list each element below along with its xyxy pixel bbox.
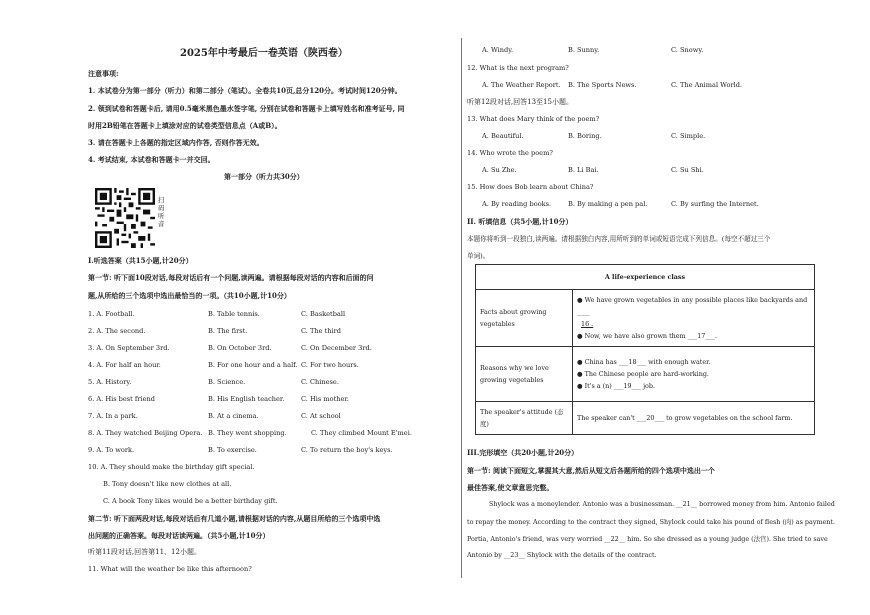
table-row: [476, 347, 815, 402]
q6-option-b[interactable]: B. His English teacher.: [208, 395, 285, 403]
blank-18-line[interactable]: ● China has ___18___ with enough water.: [577, 358, 711, 366]
section1-intro-1: 第一节: 听下面10段对话,每段对话后有一个问题,读两遍。请根据每段对话的内容和后面的问: [88, 273, 374, 282]
blank-20-line[interactable]: The speaker can't ___20___ to grow vegetables on the school farm.: [577, 414, 793, 422]
info-table: [475, 264, 815, 435]
q11-option-a[interactable]: A. Windy.: [482, 46, 514, 54]
q10-option-b[interactable]: B. Tony doesn't like new clothes at all.: [103, 480, 232, 488]
q7-option-a[interactable]: 7. A. In a park.: [88, 412, 138, 420]
question-12: 12. What is the next program?: [467, 64, 569, 72]
blank-17-line[interactable]: ● Now, we have also grown them ___17___.: [577, 332, 717, 340]
row-label: Reasons why we love growing vegetables: [476, 347, 573, 402]
q8-option-a[interactable]: 8. A. They watched Beijing Opera.: [88, 429, 203, 437]
blank-19-line[interactable]: ● It's a (n) ___19___ job.: [577, 382, 656, 390]
table-row: [476, 402, 815, 435]
qr-code-icon[interactable]: [95, 188, 155, 248]
q12-option-a[interactable]: A. The Weather Report.: [482, 81, 561, 89]
q4-option-a[interactable]: 4. A. For half an hour.: [88, 361, 161, 369]
q5-option-b[interactable]: B. Science.: [208, 378, 246, 386]
column-divider: [461, 38, 462, 578]
section2-intro-1: 本题你将听到一段独白,读两遍。请根据独白内容,用所听到的单词或短语完成下列信息。(每空不超过三个: [467, 235, 771, 243]
q1-option-a[interactable]: 1. A. Football.: [88, 310, 135, 318]
q15-option-a[interactable]: A. By reading books.: [482, 200, 552, 208]
row-content: [573, 290, 815, 347]
notice-2: 2. 领到试卷和答题卡后, 请用0.5毫米黑色墨水签字笔, 分别在试卷和答题卡上填写姓名和准考证号, 同: [88, 104, 405, 113]
q2-option-c[interactable]: C. The third: [301, 327, 342, 335]
section3-intro-1: 第一节: 阅读下面短文,掌握其大意,然后从短文后各题所给的四个选项中选出一个: [467, 466, 715, 475]
q5-option-c[interactable]: C. Chinese.: [301, 378, 339, 386]
question-13: 13. What does Mary think of the poem?: [467, 115, 600, 123]
notice-3: 3. 请在答题卡上各题的指定区域内作答, 否则作答无效。: [88, 138, 264, 147]
passage-line-3: Portia, Antonio's friend, was very worried __22__ him. So she dressed as a young judge (法官). She tried to save: [467, 535, 828, 543]
q2-option-a[interactable]: 2. A. The second.: [88, 327, 146, 335]
q13-option-b[interactable]: B. Boring.: [568, 132, 602, 140]
q3-option-c[interactable]: C. On December 3rd.: [301, 344, 372, 352]
listen-12-instruction: 听第12段对话,回答13至15小题。: [467, 98, 573, 106]
q10-option-c[interactable]: C. A book Tony likes would be a better birthday gift.: [103, 497, 278, 505]
q11-option-b[interactable]: B. Sunny.: [568, 46, 600, 54]
q6-option-c[interactable]: C. His mother.: [301, 395, 349, 403]
q8-option-c[interactable]: C. They climbed Mount E'mei.: [311, 429, 412, 437]
q9-option-b[interactable]: B. To exercise.: [208, 446, 257, 454]
q9-option-c[interactable]: C. To return the boy's keys.: [301, 446, 393, 454]
q12-option-c[interactable]: C. The Animal World.: [671, 81, 743, 89]
part-one-heading: 第一部分（听力共30分）: [224, 172, 304, 181]
q15-option-b[interactable]: B. By making a pen pal.: [568, 200, 648, 208]
blank-16[interactable]: 16 .: [581, 320, 594, 328]
q8-option-b[interactable]: B. They went shopping.: [208, 429, 287, 437]
section3-intro-2: 最佳答案,使文章意思完整。: [467, 483, 554, 492]
row-content: [573, 347, 815, 402]
question-11: 11. What will the weather be like this afternoon?: [88, 565, 252, 573]
row-label: The speaker's attitude (态 度): [476, 402, 573, 435]
section2-heading: II. 听填信息（共5小题,计10分）: [467, 217, 573, 226]
section2-intro-2: 单词)。: [467, 252, 490, 260]
q1-option-b[interactable]: B. Table tennis.: [208, 310, 260, 318]
q1-option-c[interactable]: C. Basketball: [301, 310, 346, 318]
q2-option-b[interactable]: B. The first.: [208, 327, 248, 335]
question-14: 14. Who wrote the poem?: [467, 149, 553, 157]
q6-option-a[interactable]: 6. A. His best friend: [88, 395, 156, 403]
q7-option-c[interactable]: C. At school: [301, 412, 341, 420]
notice-heading: 注意事项:: [88, 69, 119, 78]
q3-option-a[interactable]: 3. A. On September 3rd.: [88, 344, 170, 352]
section2-intro-2: 出问题的正确答案。每段对话读两遍。（共5小题,计10分）: [88, 531, 270, 540]
section1-heading: I.听选答案（共15小题,计20分）: [88, 256, 193, 265]
row-label: Facts about growing vegetables: [476, 290, 573, 347]
passage-line-1: Shylock was a moneylender. Antonio was a businessman. __21__ borrowed money from him. Antonio failed: [489, 500, 835, 508]
q5-option-a[interactable]: 5. A. History.: [88, 378, 132, 386]
q14-option-b[interactable]: B. Li Bai.: [568, 166, 599, 174]
q9-option-a[interactable]: 9. A. To work.: [88, 446, 135, 454]
passage-line-2: to repay the money. According to the contract they signed, Shylock could take his pound of flesh (肉) as payment.: [467, 518, 836, 526]
qr-label: 扫码听音: [158, 196, 165, 228]
q14-option-c[interactable]: C. Su Shi.: [671, 166, 704, 174]
reason-line: ● The Chinese people are hard-working.: [577, 370, 709, 378]
row-content: [573, 402, 815, 435]
q11-option-c[interactable]: C. Snowy.: [671, 46, 704, 54]
table-title: A life-experience class: [476, 265, 815, 290]
blank-16-line: ● We have grown vegetables in any possible places like backyards and ____: [577, 296, 808, 316]
section3-heading: III.完形填空（共20小题,计20分）: [467, 448, 579, 457]
notice-1: 1. 本试卷分为第一部分（听力）和第二部分（笔试）。全卷共10页,总分120分。考试时间120分钟。: [88, 86, 402, 95]
q4-option-b[interactable]: B. For one hour and a half.: [208, 361, 298, 369]
notice-4: 4. 考试结束, 本试卷和答题卡一并交回。: [88, 155, 215, 164]
q4-option-c[interactable]: C. For two hours.: [301, 361, 359, 369]
section2-intro-1: 第二节: 听下面两段对话,每段对话后有几道小题,请根据对话的内容,从题目所给的三个选项中选: [88, 514, 381, 523]
listen-11-instruction: 听第11段对话,回答第11、12小题。: [88, 548, 201, 556]
q12-option-b[interactable]: B. The Sports News.: [568, 81, 637, 89]
notice-2-cont: 时用2B铅笔在答题卡上填涂对应的试卷类型信息点（A或B）。: [88, 121, 282, 130]
q13-option-a[interactable]: A. Beautiful.: [482, 132, 524, 140]
q3-option-b[interactable]: B. On October 3rd.: [208, 344, 272, 352]
q15-option-c[interactable]: C. By surfing the Internet.: [671, 200, 759, 208]
section1-intro-2: 题,从所给的三个选项中选出最恰当的一项。（共10小题,计10分）: [88, 291, 291, 300]
passage-line-4: Antonio by __23__ Shylock with the details of the contract.: [467, 551, 657, 559]
question-15: 15. How does Bob learn about China?: [467, 183, 594, 191]
exam-title: 2025年中考最后一卷英语（陕西卷）: [180, 48, 348, 59]
q7-option-b[interactable]: B. At a cinema.: [208, 412, 259, 420]
q13-option-c[interactable]: C. Simple.: [671, 132, 706, 140]
q10-option-a[interactable]: 10. A. They should make the birthday gift special.: [88, 463, 255, 471]
table-row: [476, 290, 815, 347]
q14-option-a[interactable]: A. Su Zhe.: [482, 166, 517, 174]
